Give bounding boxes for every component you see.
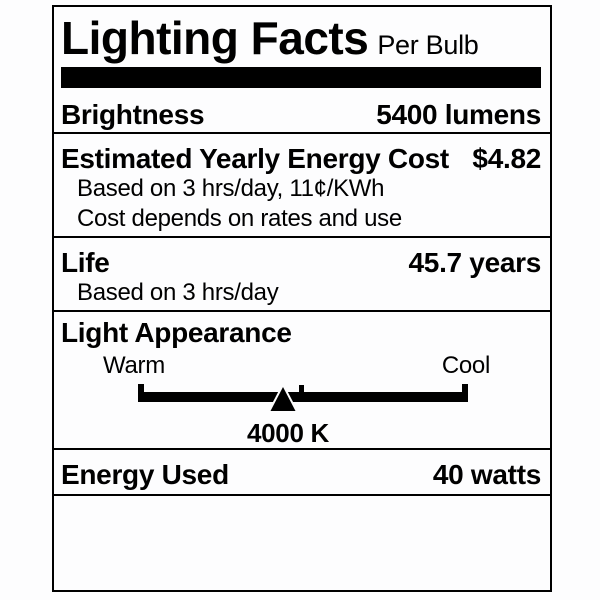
energy-cost-row <box>61 144 541 174</box>
light-appearance-section <box>54 312 550 450</box>
energy-cost-note-usage: Based on 3 hrs/day, 11¢/KWh <box>77 175 385 202</box>
header-divider-bar <box>61 67 541 88</box>
brightness-row <box>54 88 550 134</box>
label-title: Lighting Facts <box>61 12 369 64</box>
brightness-value: 5400 lumens <box>376 99 541 130</box>
warm-cool-scale-graphic <box>138 384 468 412</box>
label-subtitle: Per Bulb <box>377 30 479 60</box>
scale-left-end-tick <box>138 384 144 402</box>
brightness-label: Brightness <box>61 99 205 130</box>
energy-cost-note-rates: Cost depends on rates and use <box>77 205 402 232</box>
energy-used-label: Energy Used <box>61 459 229 490</box>
lighting-facts-label <box>52 5 552 592</box>
life-label: Life <box>61 247 110 278</box>
energy-used-row <box>54 450 550 496</box>
label-header <box>54 7 550 67</box>
color-temperature-value: 4000 K <box>246 418 330 448</box>
energy-cost-section <box>54 134 550 238</box>
warm-label: Warm <box>103 352 165 379</box>
scale-right-end-tick <box>462 384 468 402</box>
life-note: Based on 3 hrs/day <box>77 279 279 306</box>
energy-used-value: 40 watts <box>432 459 541 490</box>
life-section <box>54 238 550 312</box>
light-appearance-label: Light Appearance <box>61 317 292 348</box>
scale-end-labels <box>61 352 541 380</box>
cool-label: Cool <box>441 352 490 379</box>
life-row <box>61 248 541 278</box>
warm-cool-scale <box>138 384 468 412</box>
life-value: 45.7 years <box>408 247 541 278</box>
energy-cost-label: Estimated Yearly Energy Cost <box>61 143 449 174</box>
scale-center-tick <box>299 385 304 402</box>
energy-cost-value: $4.82 <box>472 143 541 174</box>
